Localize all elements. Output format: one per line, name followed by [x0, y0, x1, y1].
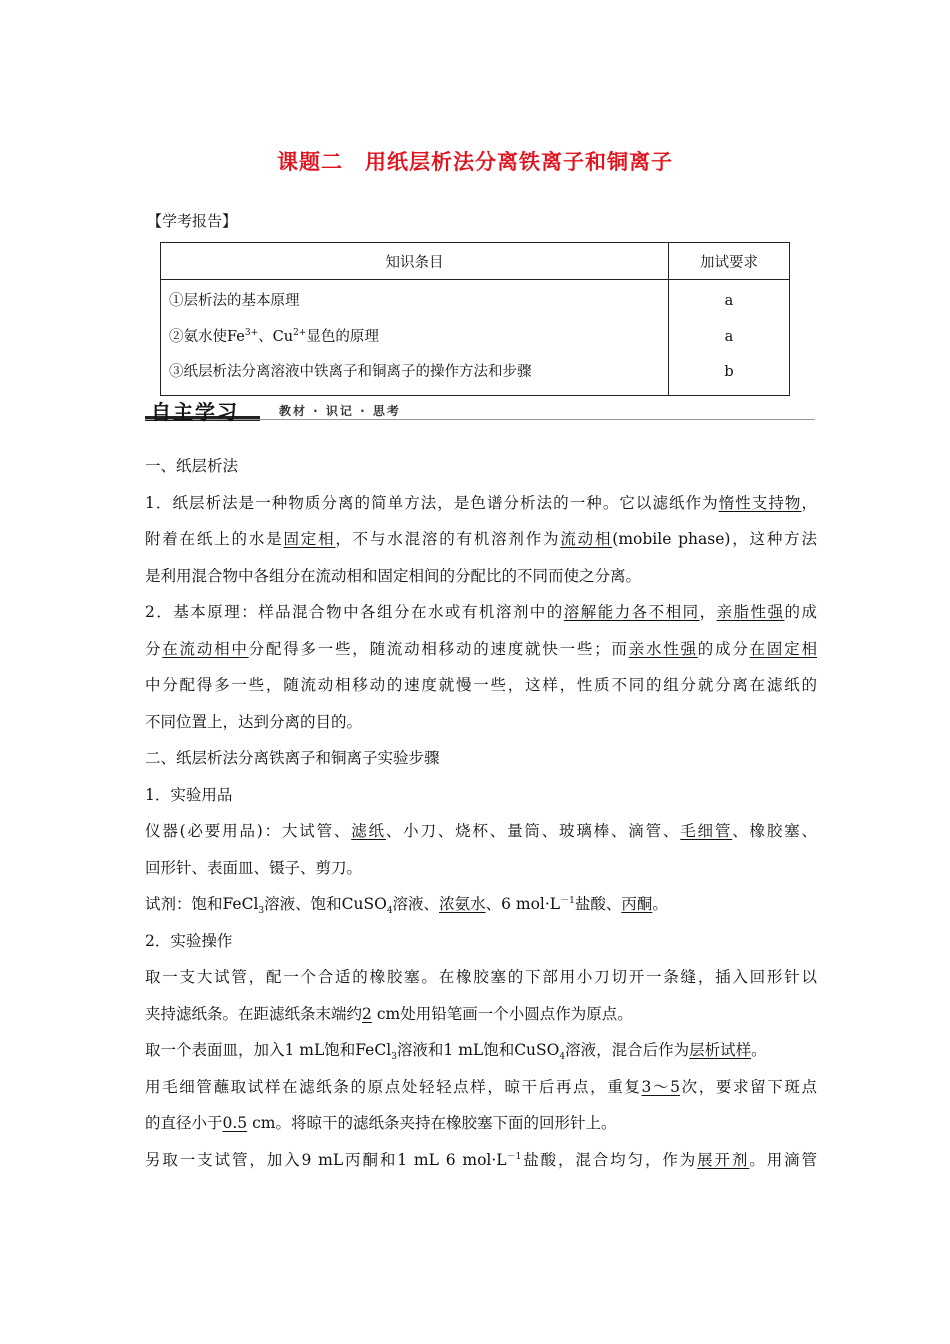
text: 、橡胶塞、: [732, 822, 817, 840]
table-item: [169, 320, 660, 356]
paragraph-line: 是利用混合物中各组分在流动相和固定相间的分配比的不同而使之分离。: [145, 566, 642, 585]
section-banner: [145, 396, 815, 422]
text: 仪器(必要用品)：大试管、: [145, 822, 352, 840]
item-text: ②氨水使Fe: [169, 328, 245, 345]
text: 的成: [784, 603, 817, 621]
superscript: －1: [506, 1151, 522, 1162]
banner-title: 自主学习: [151, 400, 239, 424]
text: 溶液，混合后作为: [565, 1041, 690, 1059]
paragraph-line: [145, 1069, 817, 1106]
banner-divider: [145, 419, 815, 420]
heading-2: 二、纸层析法分离铁离子和铜离子实验步骤: [145, 749, 440, 767]
text: 夹持滤纸条。在距滤纸条末端约: [145, 1004, 363, 1023]
banner-subtitle: 教材 · 识记 · 思考: [279, 404, 401, 418]
text: 1．纸层析法是一种物质分离的简单方法，是色谱分析法的一种。它以滤纸作为: [145, 493, 719, 512]
superscript: 2+: [293, 327, 307, 338]
report-tag: 【学考报告】: [147, 212, 238, 230]
text: 、6 mol·L: [485, 895, 561, 913]
page-title: 课题二 用纸层析法分离铁离子和铜离子: [277, 150, 673, 174]
text: 次，要求留下斑点: [680, 1077, 817, 1096]
paragraph-line: [145, 485, 817, 522]
paragraph-line: [145, 631, 817, 668]
text: 溶液和1 mL饱和CuSO: [396, 1041, 560, 1059]
content-body: [145, 448, 817, 1178]
answer-blank: 亲脂性强: [716, 603, 785, 621]
answer-blank: 滤纸: [351, 822, 386, 840]
paragraph-line: [145, 1142, 817, 1179]
answer-blank: 3～5: [641, 1077, 680, 1096]
level-value: b: [724, 364, 734, 380]
text: 、小刀、烧杯、量筒、玻璃棒、滴管、: [385, 822, 681, 840]
levels-cell: [669, 280, 790, 396]
superscript: －1: [560, 895, 575, 906]
answer-blank: 亲水性强: [628, 639, 698, 658]
paragraph-line: [145, 996, 817, 1033]
text: ，: [801, 493, 817, 512]
heading-4: 2．实验操作: [145, 931, 233, 950]
answer-blank: 层析试样: [689, 1041, 752, 1059]
text: 用毛细管蘸取试样在滤纸条的原点处轻轻点样，晾干后再点，重复: [145, 1077, 642, 1096]
text: 盐酸，混合均匀，作为: [521, 1150, 698, 1169]
text: ，: [699, 603, 717, 621]
text: 2．基本原理：样品混合物中各组分在水或有机溶剂中的: [145, 603, 564, 621]
answer-blank: 浓氨水: [439, 895, 486, 913]
answer-blank: 丙酮: [621, 895, 653, 913]
table-header-cell: 加试要求: [669, 243, 790, 280]
subscript: 4: [386, 906, 393, 917]
text: 溶液、饱和CuSO: [264, 895, 387, 913]
text: 的成分: [697, 639, 750, 658]
text: 试剂：饱和FeCl: [145, 895, 259, 913]
text: 。: [652, 895, 668, 913]
answer-blank: 0.5: [222, 1114, 248, 1132]
level-value: a: [724, 328, 734, 345]
level-value: a: [724, 293, 734, 309]
text: 盐酸、: [574, 895, 622, 913]
text: 的直径小于: [145, 1114, 223, 1132]
text: 分配得多一些，随流动相移动的速度就快一些；而: [248, 639, 629, 658]
table-item: [169, 355, 660, 391]
heading-3: 1．实验用品: [145, 785, 233, 804]
text: ，不与水混溶的有机溶剂作为: [335, 530, 561, 548]
text: (mobile phase)，这种方法: [612, 530, 817, 548]
item-text: 显色的原理: [306, 328, 379, 345]
paragraph-line: 回形针、表面皿、镊子、剪刀。: [145, 858, 363, 877]
table-header-cell: 知识条目: [161, 243, 669, 280]
table-item: [169, 284, 660, 320]
answer-blank: 固定相: [283, 530, 336, 548]
text: 分: [145, 639, 163, 658]
subscript: 4: [559, 1052, 566, 1063]
text: 。: [751, 1041, 767, 1059]
text: 。用滴管: [749, 1150, 817, 1169]
text: cm。将晾干的滤纸条夹持在橡胶塞下面的回形针上。: [247, 1114, 617, 1132]
paragraph-line: 取一支大试管，配一个合适的橡胶塞。在橡胶塞的下部用小刀切开一条缝，插入回形针以: [145, 968, 817, 986]
item-text: 、Cu: [258, 328, 294, 345]
answer-blank: 毛细管: [680, 822, 733, 840]
paragraph-line: [145, 813, 817, 850]
table-header-row: [161, 243, 790, 280]
text: 附着在纸上的水是: [145, 530, 284, 548]
paragraph-line: 不同位置上，达到分离的目的。: [145, 712, 363, 731]
text: 另取一支试管，加入9 mL丙酮和1 mL 6 mol·L: [145, 1150, 507, 1169]
paragraph-line: [145, 594, 817, 631]
answer-blank: 2: [362, 1004, 372, 1023]
items-cell: [161, 280, 669, 396]
text: cm处用铅笔画一个小圆点作为原点。: [371, 1004, 633, 1023]
answer-blank: 溶解能力各不相同: [563, 603, 700, 621]
answer-blank: 在流动相中: [162, 639, 249, 658]
requirements-table: [160, 242, 790, 396]
paragraph-line: [145, 521, 817, 558]
item-text: ①层析法的基本原理: [169, 293, 300, 309]
paragraph-line: [145, 886, 817, 923]
text: 溶液、: [392, 895, 440, 913]
paragraph-line: [145, 1105, 817, 1142]
text: 取一个表面皿，加入1 mL饱和FeCl: [145, 1041, 392, 1059]
subscript: 3: [258, 906, 265, 917]
superscript: 3+: [244, 327, 259, 338]
paragraph-line: [145, 1032, 817, 1069]
answer-blank: 在固定相: [749, 639, 817, 658]
answer-blank: 流动相: [560, 530, 613, 548]
table-row: [161, 280, 790, 396]
heading-1: 一、纸层析法: [145, 457, 239, 475]
answer-blank: 惰性支持物: [718, 493, 802, 512]
subscript: 3: [391, 1052, 397, 1063]
paragraph-line: 中分配得多一些，随流动相移动的速度就慢一些，这样，性质不同的组分就分离在滤纸的: [145, 676, 817, 694]
item-text: ③纸层析法分离溶液中铁离子和铜离子的操作方法和步骤: [169, 364, 532, 380]
answer-blank: 展开剂: [697, 1150, 750, 1169]
